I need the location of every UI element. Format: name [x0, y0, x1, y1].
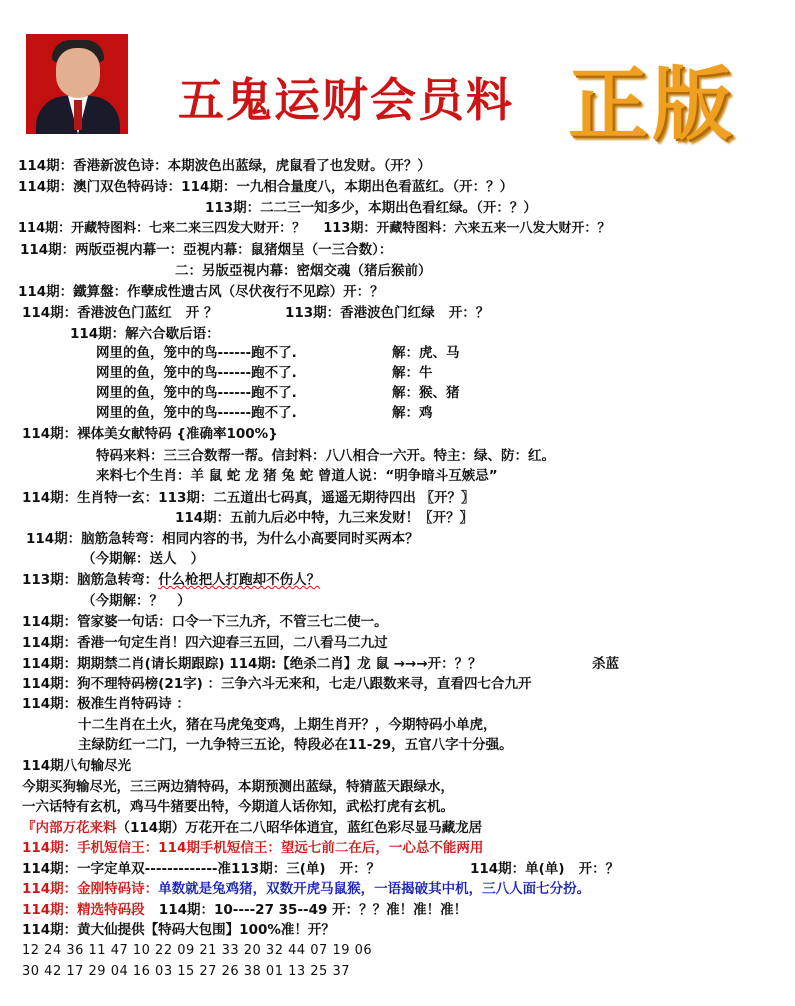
text-line: 114期：期期禁二肖(请长期跟踪) 114期:【绝杀二肖】龙 鼠 →→→开：？？	[22, 656, 482, 672]
text-line: 十二生肖在土火，猪在马虎兔变鸡，上期生肖开？，今期特码小单虎，	[78, 717, 497, 733]
riddle-answer: 解：猴、猪	[392, 385, 460, 401]
text-line: 114期：精选特码段 114期：10----27 35--49 开：？？准！准！准！	[22, 902, 468, 918]
text-line: 114期：管家婆一句话：口令一下三九齐，不管三七二使一。	[22, 614, 388, 630]
text-line: 114期：裸体美女献特码 {准确率100%}	[22, 426, 278, 442]
text-line: 114期：两版亞視内幕一：亞視内幕：鼠猪烟呈（一三合数）：	[20, 242, 393, 258]
riddle-answer: 解：牛	[392, 365, 433, 381]
text-line: 114期：鐵算盤：作孽成性遗古风（尽伏夜行不见踪）开：？	[18, 284, 384, 300]
number-row: 12 24 36 11 47 10 22 09 21 33 20 32 44 07 19 06	[22, 943, 373, 958]
author-portrait	[26, 34, 128, 134]
text-line: 114期：手机短信王：114期手机短信王：望远七前二在后，一心总不能两用	[22, 840, 484, 856]
text-line: 114期：香港新波色诗：本期波色出蓝绿，虎鼠看了也发财。（开？）	[18, 158, 431, 174]
riddle-question-text: 什么枪把人打跑却不伤人？	[158, 572, 321, 588]
number-row: 30 42 17 29 04 16 03 15 27 26 38 01 13 25 37	[22, 964, 350, 979]
text-line: 113期：香港波色门红绿 开：？	[285, 305, 490, 321]
text-line: 114期：生肖特一玄：113期：二五道出七码真，遥遥无期待四出 〖开？〗	[22, 490, 475, 506]
riddle-answer: 解：虎、马	[392, 345, 460, 361]
text-line: 来料七个生肖：羊 鼠 蛇 龙 猪 兔 蛇 曾道人说：“明争暗斗互嫉忌”	[96, 468, 498, 484]
text-line: 114期：黄大仙提供【特码大包围】100%准！开？	[22, 922, 335, 938]
riddle-question: 网里的鱼，笼中的鸟------跑不了.	[96, 385, 297, 401]
text-line: 『内部万花来料（114期）万花开在二八昭华体逍宜，蓝红色彩尽显马藏龙居	[22, 820, 483, 836]
text-line: 114期：五前九后必中特，九三来发财！〖开？〗	[175, 510, 474, 526]
text-line: 113期：二二三一知多少，本期出色看红绿。（开：？）	[205, 200, 537, 216]
text-line: 114期：狗不理特码榜(21字) ：三争六斗无来和，七走八跟数来寻，直看四七合九开	[22, 676, 532, 692]
text-line: （今期解：送人 ）	[82, 551, 205, 567]
text-line: 114期：一字定单双-------------准113期：三(单) 开：？	[22, 861, 381, 877]
text-line: 一六话特有玄机，鸡马牛猪要出特，今期道人话你知，武松打虎有玄机。	[22, 799, 454, 815]
riddle-question: 网里的鱼，笼中的鸟------跑不了.	[96, 405, 297, 421]
portrait-tie	[74, 100, 82, 130]
text-line: 114期：解六合歇后语：	[70, 326, 220, 342]
highlight-label: 『内部万花来料	[22, 820, 117, 836]
genuine-stamp: 正版	[568, 58, 736, 151]
text-line: （今期解：？ ）	[82, 593, 191, 609]
text-line	[22, 879, 590, 899]
text-line: 114期：开藏特图料：七来二来三四发大财开：？ 113期：开藏特图料：六来五来一八发大财开：？	[18, 221, 611, 236]
text-line: 二：另版亞視内幕：密烟交魂（猪后猴前）	[175, 263, 432, 279]
highlight-label: 114期：金刚特码诗：	[22, 881, 159, 897]
text-line: 今期买狗输尽光，三三两边猜特码，本期预测出蓝绿，特猜蓝天跟绿水，	[22, 779, 454, 795]
text-line: 114期：香港波色门蓝红 开 ？	[22, 305, 218, 321]
riddle-question: 网里的鱼，笼中的鸟------跑不了.	[96, 365, 297, 381]
text-line: 114期：澳门双色特码诗：114期：一九相合量度八，本期出色看蓝红。（开：？）	[18, 179, 514, 195]
highlight-label: 114期：精选特码段	[22, 902, 145, 918]
text-line: 114期：极准生肖特码诗 ：	[22, 696, 190, 712]
portrait-face	[56, 48, 100, 98]
text-line: 113期：脑筋急转弯：什么枪把人打跑却不伤人？	[22, 572, 321, 588]
text-line: 特码来料：三三合数帮一帮。信封料：八八相合一六开。特主：绿、防：红。	[96, 448, 555, 464]
page-title: 五鬼运财会员料	[178, 73, 514, 127]
text-line: 114期：脑筋急转弯：相同内容的书，为什么小高要同时买两本？	[26, 531, 419, 547]
highlight-text: 单数就是兔鸡猪，双数开虎马鼠猴，一语揭破其中机，三八人面七分扮。	[158, 881, 591, 897]
riddle-question: 网里的鱼，笼中的鸟------跑不了.	[96, 345, 297, 361]
text-line: 114期：香港一句定生肖！四六迎春三五回，二八看马二九过	[22, 635, 388, 651]
text-line: 主绿防红一二门，一九争特三五论，特段必在11-29，五官八字十分强。	[78, 737, 513, 753]
text-line: 114期八句输尽光	[22, 758, 132, 774]
riddle-answer: 解：鸡	[392, 405, 433, 421]
text-line: 杀蓝	[592, 656, 619, 672]
text-line: 114期：单(单) 开：？	[470, 861, 620, 877]
